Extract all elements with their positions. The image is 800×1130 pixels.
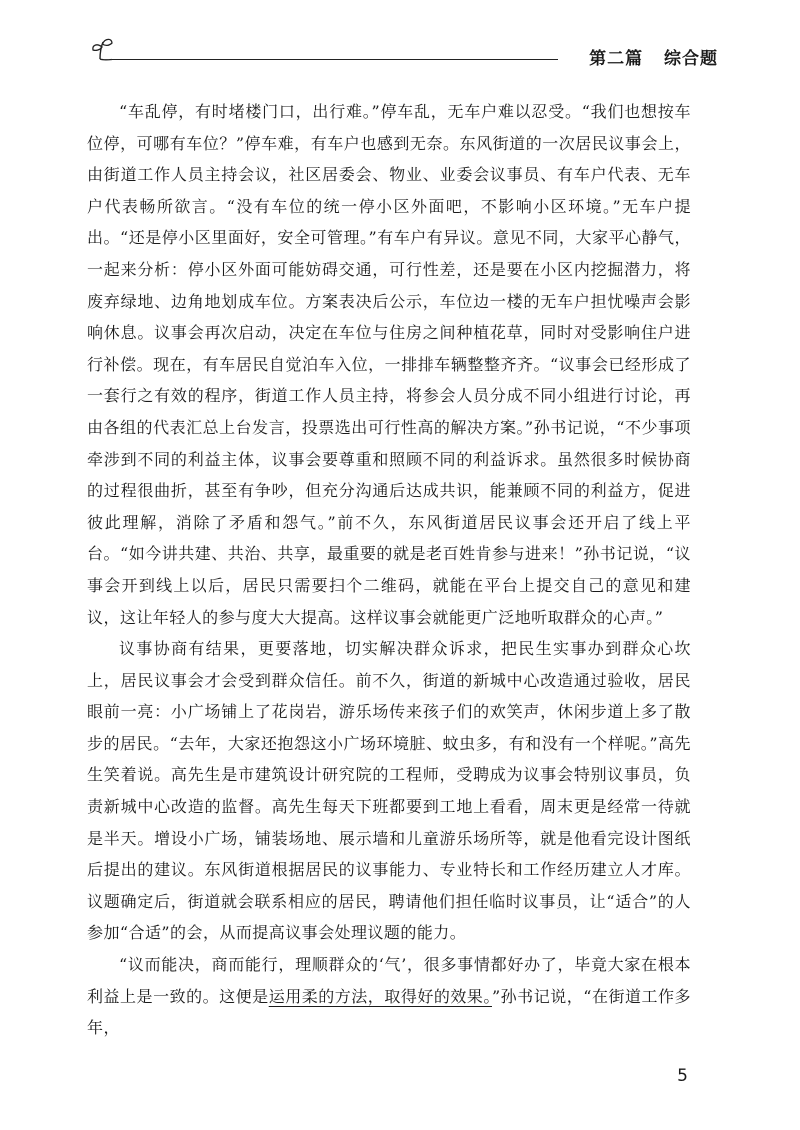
chapter-title: 第二篇 综合题 <box>589 49 718 69</box>
paragraph-3 <box>87 949 691 1044</box>
paragraph-2: 议事协商有结果，更要落地，切实解决群众诉求，把民生实事办到群众心坎上，居民议事会才会受到群众信任。前不久，街道的新城中心改造通过验收，居民眼前一亮：小广场铺上了花岗岩，游乐场传来孩子们的欢笑声，休闲步道上多了散步的居民。“去年，大家还抱怨这小广场环境脏、蚊虫多，有和没有一个样呢。”高先生笑着说。高先生是市建筑设计研究院的工程师，受聘成为议事会特别议事员，负责新城中心改造的监督。高先生每天下班都要到工地上看看，周末更是经常一待就是半天。增设小广场，铺装场地、展示墙和儿童游乐场所等，就是他看完设计图纸后提出的建议。东风街道根据居民的议事能力、专业特长和工作经历建立人才库。议题确定后，街道就会联系相应的居民，聘请他们担任临时议事员，让“适合”的人参加“合适”的会，从而提高议事会处理议题的能力。 <box>87 639 691 943</box>
header-rule <box>112 59 558 60</box>
page-number: 5 <box>677 1066 688 1086</box>
underlined-phrase: 运用柔的方法，取得好的效果。 <box>268 986 492 1006</box>
page-header <box>88 34 718 74</box>
paragraph-3-text-after: ”孙书记说，“在街道工作多年， <box>87 986 691 1038</box>
paragraph-1: “车乱停，有时堵楼门口，出行难。”停车乱，无车户难以忍受。“我们也想按车位停，可哪有车位？”停车难，有车户也感到无奈。东风街道的一次居民议事会上，由街道工作人员主持会议，社区居委会、物业、业委会议事员、有车户代表、无车户代表畅所欲言。“没有车位的统一停小区外面吧，不影响小区环境。”无车户提出。“还是停小区里面好，安全可管理。”有车户有异议。意见不同，大家平心静气，一起来分析：停小区外面可能妨碍交通，可行性差，还是要在小区内挖掘潜力，将废弃绿地、边角地划成车位。方案表决后公示，车位边一楼的无车户担忧噪声会影响休息。议事会再次启动，决定在车位与住房之间种植花草，同时对受影响住户进行补偿。现在，有车居民自觉泊车入位，一排排车辆整整齐齐。“议事会已经形成了一套行之有效的程序，街道工作人员主持，将参会人员分成不同小组进行讨论，再由各组的代表汇总上台发言，投票选出可行性高的解决方案。”孙书记说，“不少事项牵涉到不同的利益主体，议事会要尊重和照顾不同的利益诉求。虽然很多时候协商的过程很曲折，甚至有争吵，但充分沟通后达成共识，能兼顾不同的利益方，促进彼此理解，消除了矛盾和怨气。”前不久，东风街道居民议事会还开启了线上平台。“如今讲共建、共治、共享，最重要的就是老百姓肯参与进来！”孙书记说，“议事会开到线上以后，居民只需要扫个二维码，就能在平台上提交自己的意见和建议，这让年轻人的参与度大大提高。这样议事会就能更广泛地听取群众的心声。” <box>87 102 691 627</box>
sprout-icon <box>88 34 118 70</box>
body-text <box>87 96 691 1044</box>
paragraph-3-text-before: “议而能决，商而能行，理顺群众的‘气’，很多事情都好办了，毕竟大家在根本利益上是一致的。这便是 <box>87 955 691 1006</box>
